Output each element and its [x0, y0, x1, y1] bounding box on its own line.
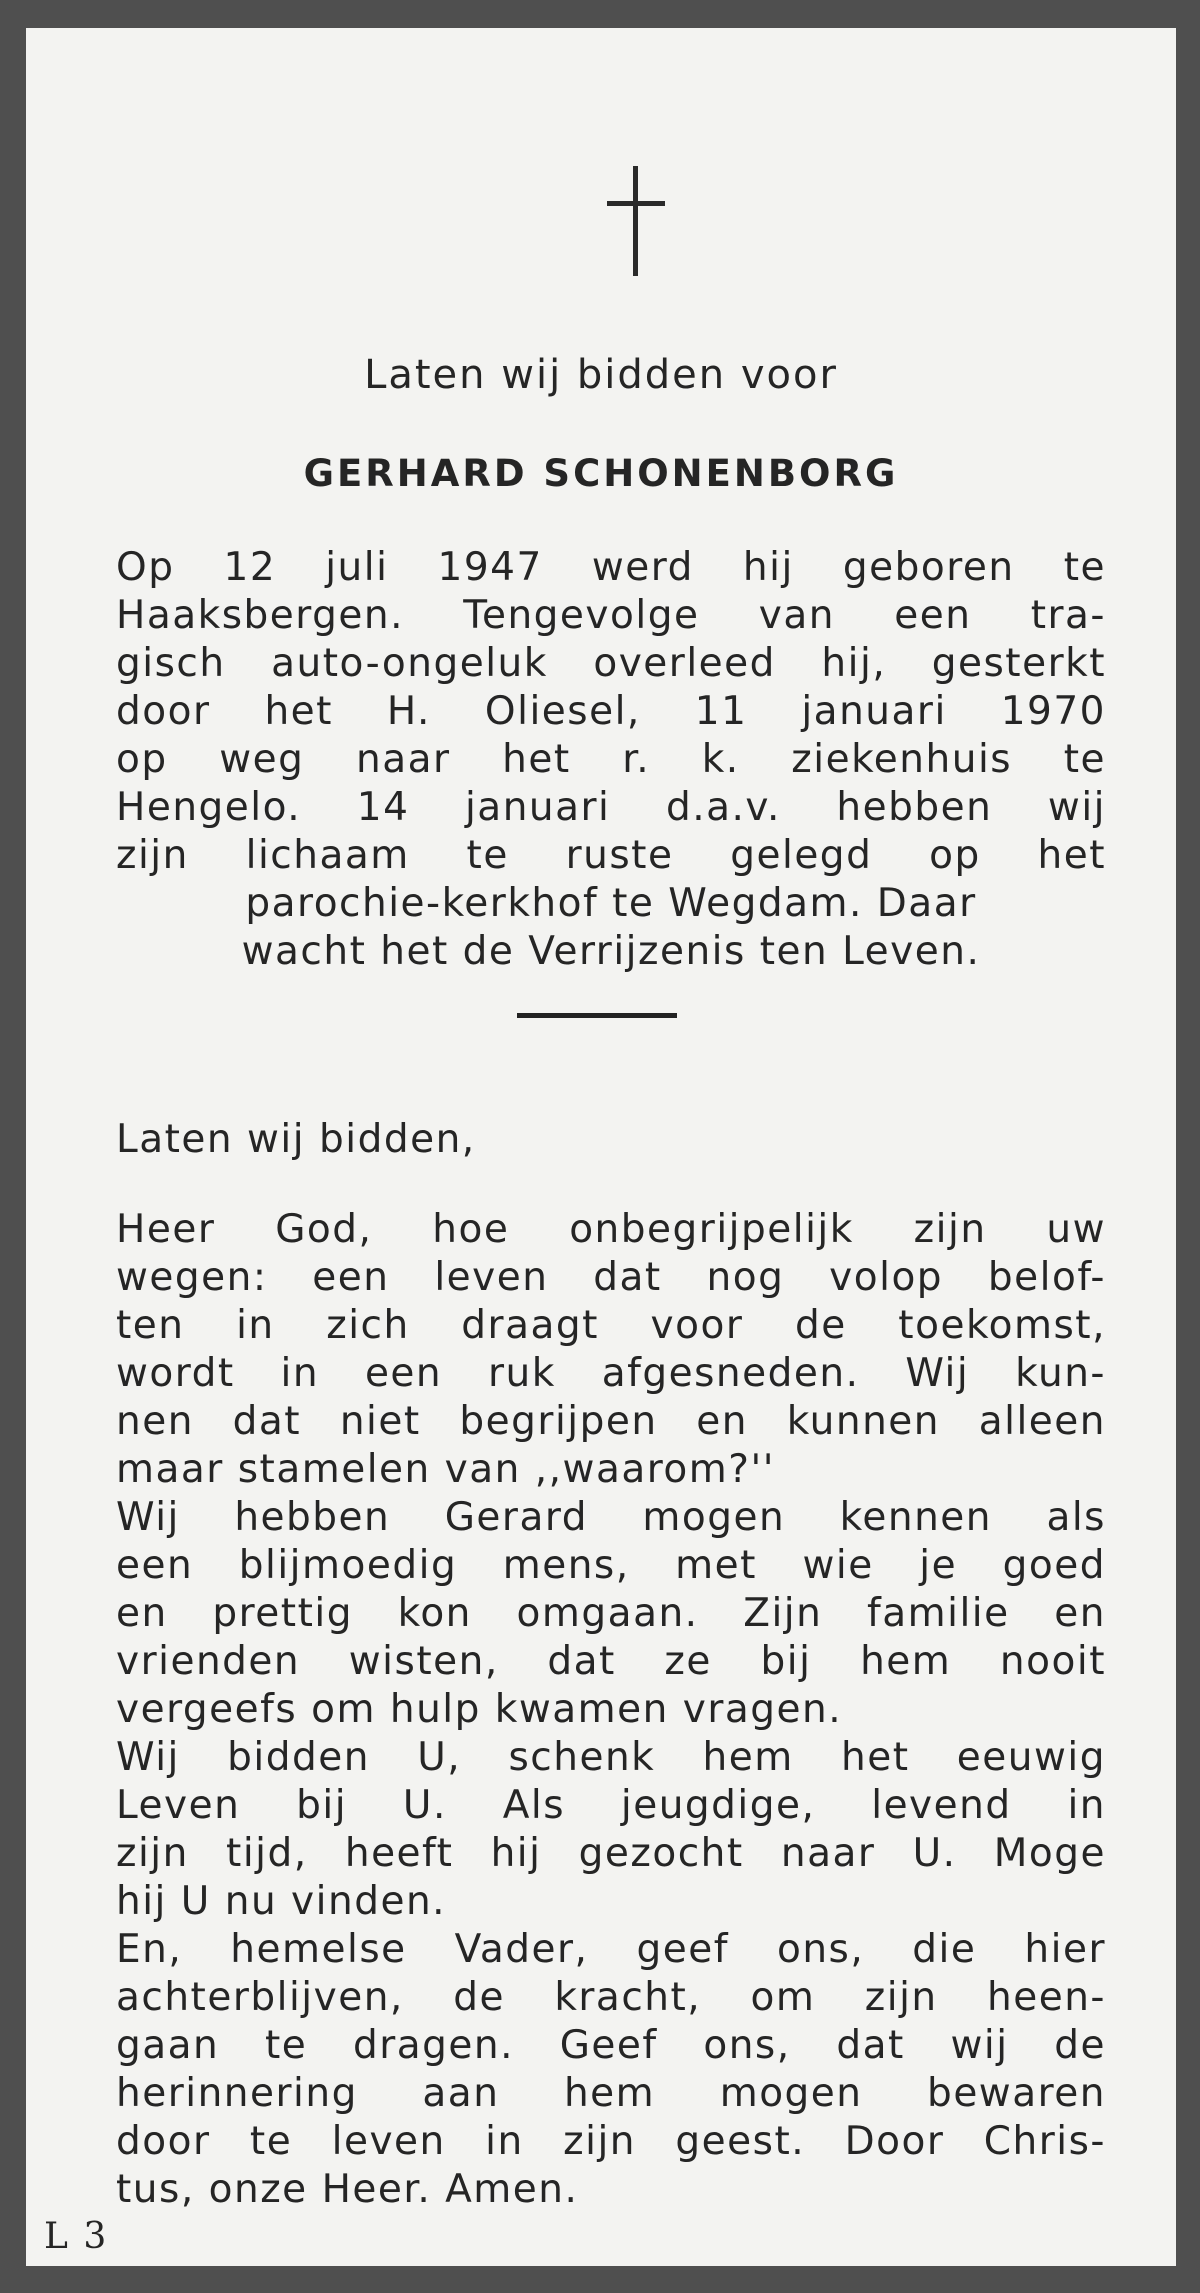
cross-icon: [607, 166, 665, 276]
bio-line: wacht het de Verrijzenis ten Leven.: [241, 929, 981, 974]
prayer-opening: Laten wij bidden,: [116, 1117, 476, 1162]
prayer-line: Wij hebben Gerard mogen kennen als: [116, 1495, 1106, 1540]
bio-line: Hengelo. 14 januari d.a.v. hebben wij: [116, 785, 1106, 830]
bio-line: op weg naar het r. k. ziekenhuis te: [116, 737, 1106, 782]
prayer-line: maar stamelen van ,,waarom?'': [116, 1447, 775, 1492]
bio-line: door het H. Oliesel, 11 januari 1970: [116, 689, 1106, 734]
prayer-line: en prettig kon omgaan. Zijn familie en: [116, 1591, 1106, 1636]
card-heading: Laten wij bidden voor: [364, 352, 838, 398]
print-code: L 3: [44, 2216, 109, 2257]
bio-line: zijn lichaam te ruste gelegd op het: [116, 833, 1106, 878]
prayer-line: een blijmoedig mens, met wie je goed: [116, 1543, 1106, 1588]
prayer-line: door te leven in zijn geest. Door Chris-: [116, 2119, 1106, 2164]
bio-line: Op 12 juli 1947 werd hij geboren te: [116, 545, 1106, 590]
prayer-line: zijn tijd, heeft hij gezocht naar U. Moge: [116, 1831, 1106, 1876]
prayer-line: wordt in een ruk afgesneden. Wij kun-: [116, 1351, 1106, 1396]
prayer-line: vrienden wisten, dat ze bij hem nooit: [116, 1639, 1106, 1684]
memorial-card: [26, 28, 1176, 2266]
bio-line: Haaksbergen. Tengevolge van een tra-: [116, 593, 1106, 638]
prayer-line: hij U nu vinden.: [116, 1879, 447, 1924]
prayer-line: Leven bij U. Als jeugdige, levend in: [116, 1783, 1106, 1828]
prayer-line: ten in zich draagt voor de toekomst,: [116, 1303, 1106, 1348]
bio-line: gisch auto-ongeluk overleed hij, gesterkt: [116, 641, 1106, 686]
prayer-line: vergeefs om hulp kwamen vragen.: [116, 1687, 843, 1732]
prayer-line: En, hemelse Vader, geef ons, die hier: [116, 1927, 1106, 1972]
prayer-line: tus, onze Heer. Amen.: [116, 2167, 579, 2212]
bio-line: parochie-kerkhof te Wegdam. Daar: [245, 881, 977, 926]
prayer-line: Heer God, hoe onbegrijpelijk zijn uw: [116, 1207, 1106, 1252]
prayer-line: nen dat niet begrijpen en kunnen alleen: [116, 1399, 1106, 1444]
prayer-line: herinnering aan hem mogen bewaren: [116, 2071, 1106, 2116]
prayer-line: gaan te dragen. Geef ons, dat wij de: [116, 2023, 1106, 2068]
prayer-line: wegen: een leven dat nog volop belof-: [116, 1255, 1106, 1300]
prayer-line: achterblijven, de kracht, om zijn heen-: [116, 1975, 1106, 2020]
deceased-name: GERHARD SCHONENBORG: [303, 452, 899, 495]
prayer-line: Wij bidden U, schenk hem het eeuwig: [116, 1735, 1106, 1780]
divider: [517, 1013, 677, 1018]
